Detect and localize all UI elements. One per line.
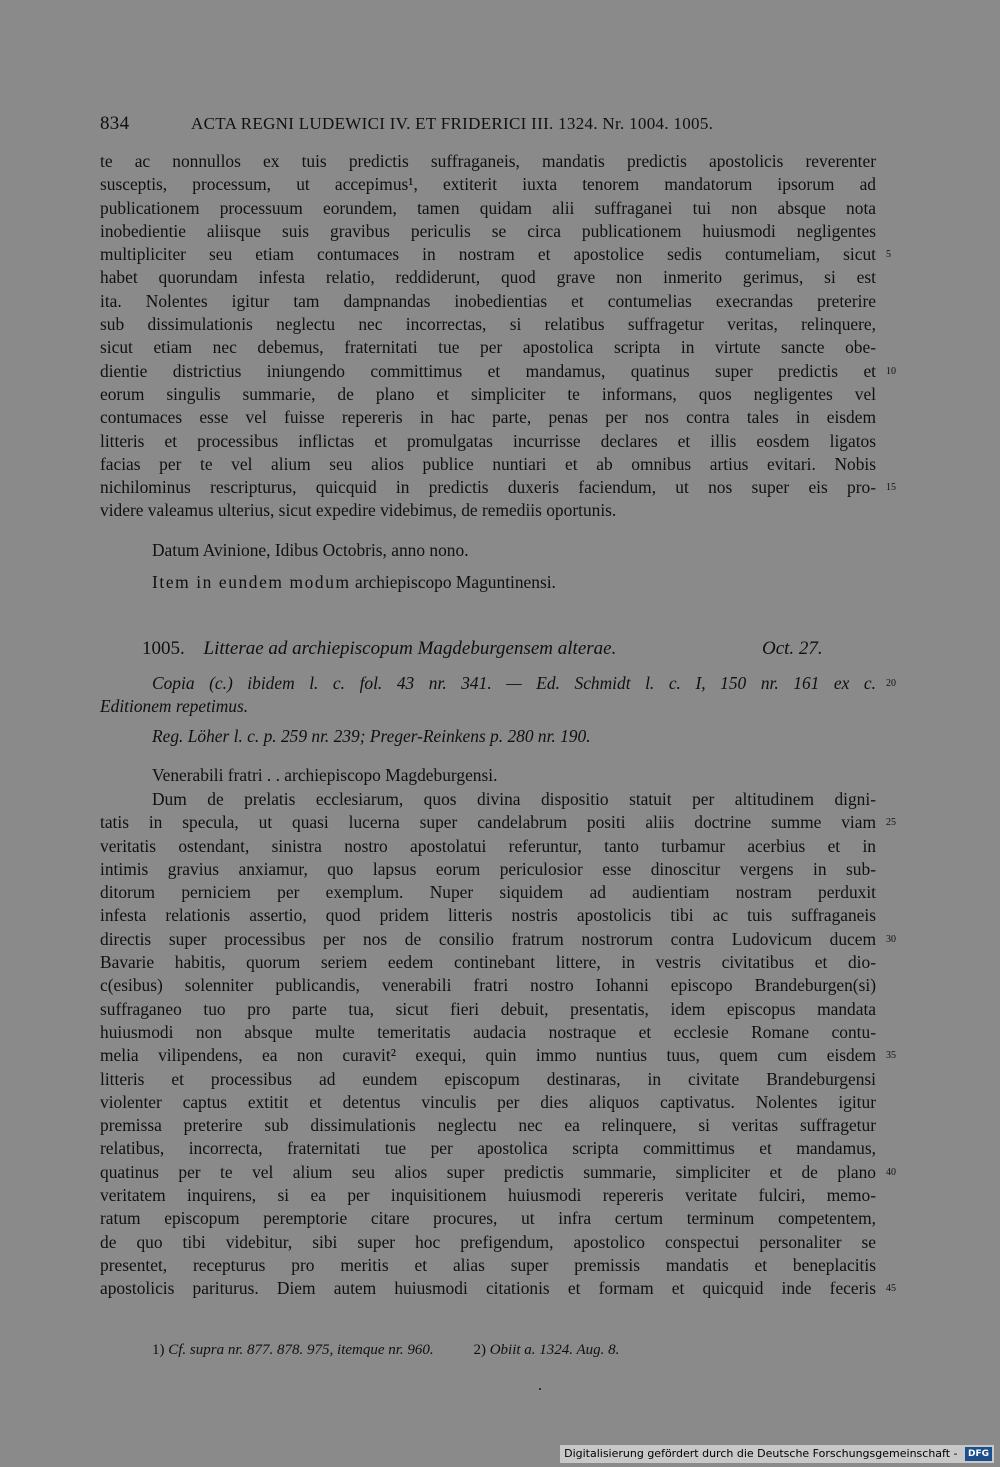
text-line-content: de quo tibi videbitur, sibi super hoc prefigendum, apostolico conspectui personaliter se bbox=[100, 1231, 876, 1252]
item-rest: archiepiscopo Maguntinensi. bbox=[355, 572, 556, 592]
text-line-content: directis super processibus per nos de consilio fratrum nostrorum contra Ludovicum ducem bbox=[100, 928, 876, 949]
footnote-2-mark: 2) bbox=[473, 1342, 486, 1358]
line-number: 45 bbox=[886, 1283, 896, 1295]
line-number: 10 bbox=[886, 365, 896, 377]
text-line bbox=[100, 998, 876, 1021]
source-line-1 bbox=[100, 672, 896, 695]
footnote-2-text: Obiit a. 1324. Aug. 8. bbox=[489, 1342, 620, 1358]
text-line bbox=[100, 928, 896, 951]
doc-title: Litterae ad archiepiscopum Magdeburgensem alterae. bbox=[203, 638, 617, 659]
text-line-content: relatibus, incorrecta, fraternitati tue per apostolica scripta committimus et mandamus, bbox=[100, 1138, 876, 1159]
text-line bbox=[100, 150, 876, 173]
text-line bbox=[100, 220, 876, 243]
footnote-1-text: Cf. supra nr. 877. 878. 975, itemque nr. 960. bbox=[168, 1342, 434, 1358]
text-line-content: premissa preterire sub dissimulationis neglectu nec ea relinquere, si veritas suffragetur bbox=[100, 1115, 876, 1136]
text-line bbox=[100, 1068, 876, 1091]
datum-line-wrap bbox=[100, 539, 876, 562]
text-line-content: sub dissimulationis neglectu nec incorrectas, si relatibus suffragetur veritas, relinquere, bbox=[100, 314, 876, 335]
text-line-content: ditorum perniciem per exemplum. Nuper siquidem ad audientiam nostram perduxit bbox=[100, 882, 876, 903]
text-line-content: sicut etiam nec debemus, fraternitati tue per apostolica scripta in virtute sancte obe- bbox=[100, 337, 876, 358]
text-line bbox=[100, 858, 876, 881]
text-line-content: nichilominus rescripturus, quicquid in predictis duxeris faciendum, ut nos super eis pro- bbox=[100, 477, 876, 498]
text-line bbox=[100, 499, 876, 522]
text-line-content: presentet, recepturus pro meritis et alias super premissis mandatis et beneplacitis bbox=[100, 1254, 876, 1275]
text-line bbox=[100, 290, 876, 313]
text-line bbox=[100, 811, 896, 834]
document-1004-continuation bbox=[100, 150, 896, 523]
text-line-content: habet quorundam infesta relatio, reddiderunt, quod grave non inmerito gerimus, si est bbox=[100, 267, 876, 288]
doc-1005-heading bbox=[142, 636, 882, 662]
text-line-content: veritatem inquirens, si ea per inquisitionem huiusmodi repereris veritate fulciri, memo- bbox=[100, 1185, 876, 1206]
text-line-content: huiusmodi non absque multe temeritatis audacia nostraque et ecclesie Romane contu- bbox=[100, 1021, 876, 1042]
dfg-footer bbox=[560, 1445, 994, 1463]
text-line bbox=[100, 1254, 876, 1277]
speck bbox=[539, 1388, 541, 1390]
text-line-content: ratum episcopum peremptorie citare procures, ut infra certum terminum competentem, bbox=[100, 1208, 876, 1229]
text-line-content: ita. Nolentes igitur tam dampnandas inobedientias et contumelias execrandas preterire bbox=[100, 290, 876, 311]
text-line-content: suffraganeo tuo pro parte tua, sicut fieri debuit, presentatis, idem episcopus mandata bbox=[100, 998, 876, 1019]
text-line-content: susceptis, processum, ut accepimus¹, extiterit iuxta tenorem mandatorum ipsorum ad bbox=[100, 174, 876, 195]
source-notes bbox=[100, 672, 896, 719]
line-number: 35 bbox=[886, 1050, 896, 1062]
item-line bbox=[100, 571, 876, 594]
text-line bbox=[100, 1044, 896, 1067]
line-number: 30 bbox=[886, 933, 896, 945]
datum-line: Datum Avinione, Idibus Octobris, anno nono. bbox=[152, 540, 469, 560]
item-spaced: Item in eundem modum bbox=[152, 572, 351, 592]
text-line-content: facias per te vel alium seu alios publice nuntiari et ab omnibus artius evitari. Nobis bbox=[100, 453, 876, 474]
text-line-content: Bavarie habitis, quorum seriem eedem continebant littere, in vestris civitatibus et dio- bbox=[100, 952, 876, 973]
text-line-content: infesta relationis assertio, quod pridem litteris nostris apostolicis tibi ac tuis suffraganeis bbox=[100, 905, 876, 926]
text-line bbox=[100, 430, 876, 453]
text-line bbox=[100, 173, 876, 196]
text-line bbox=[100, 788, 876, 811]
text-line-content: publicationem processuum eorundem, tamen quidam alii suffraganei tui non absque nota bbox=[100, 197, 876, 218]
text-line bbox=[100, 266, 876, 289]
doc-number: 1005. bbox=[142, 638, 185, 659]
text-line-content: videre valeamus ulterius, sicut expedire videbimus, de remediis oportunis. bbox=[100, 500, 617, 521]
text-line bbox=[100, 1277, 896, 1300]
text-line-content: intimis gravius anxiamur, quo lapsus eorum periculosior esse dinoscitur vergens in sub- bbox=[100, 858, 876, 879]
text-line-content: litteris et processibus inflictas et promulgatas incurrisse declares et illis eosdem ligatos bbox=[100, 430, 876, 451]
text-line-content: contumaces esse vel fuisse repereris in hac parte, penas per nos contra tales in eisdem bbox=[100, 407, 876, 428]
document-1005-body bbox=[100, 788, 896, 1301]
text-line-content: apostolicis pariturus. Diem autem huiusmodi citationis et formam et quicquid inde feceris bbox=[100, 1278, 876, 1299]
text-line bbox=[100, 1207, 876, 1230]
text-line bbox=[100, 453, 876, 476]
text-line-content: melia vilipendens, ea non curavit² exequi, quin immo nuntius tuus, quem cum eisdem bbox=[100, 1045, 876, 1066]
source-line-1-text: Copia (c.) ibidem l. c. fol. 43 nr. 341. — Ed. Schmidt l. c. I, 150 nr. 161 ex c. bbox=[152, 673, 876, 693]
text-line-content: eorum singulis summarie, de plano et simpliciter te informans, quos negligentes vel bbox=[100, 383, 876, 404]
text-line bbox=[100, 336, 876, 359]
text-line-content: te ac nonnullos ex tuis predictis suffraganeis, mandatis predictis apostolicis reverenter bbox=[100, 151, 876, 171]
text-line-content: Dum de prelatis ecclesiarum, quos divina dispositio statuit per altitudinem digni- bbox=[152, 789, 876, 809]
text-line bbox=[100, 951, 876, 974]
text-line-content: veritatis ostendant, sinistra nostro apostolatui referuntur, tanto turbamur acerbius et in bbox=[100, 835, 876, 856]
text-line bbox=[100, 406, 876, 429]
text-line-content: quatinus per te vel alium seu alios super predictis summarie, simpliciter et de plano bbox=[100, 1161, 876, 1182]
line-number: 25 bbox=[886, 817, 896, 829]
text-line bbox=[100, 1137, 876, 1160]
text-line-content: litteris et processibus ad eundem episcopum destinaras, in civitate Brandeburgensi bbox=[100, 1068, 876, 1089]
footnote-1-mark: 1) bbox=[152, 1342, 165, 1358]
reg-line: Reg. Löher l. c. p. 259 nr. 239; Preger-Reinkens p. 280 nr. 190. bbox=[152, 726, 591, 746]
text-line bbox=[100, 881, 876, 904]
text-line-content: dientie districtius iniungendo committimus et mandamus, quatinus super predictis et bbox=[100, 360, 876, 381]
text-line-content: violenter captus extitit et detentus vinculis per dies aliquos captivatus. Nolentes igitur bbox=[100, 1091, 876, 1112]
text-line bbox=[100, 904, 876, 927]
item-line-wrap bbox=[100, 571, 876, 594]
footer-text: Digitalisierung gefördert durch die Deutsche Forschungsgemeinschaft - bbox=[564, 1447, 958, 1460]
running-title: ACTA REGNI LUDEWICI IV. ET FRIDERICI III. 1324. Nr. 1004. 1005. bbox=[191, 114, 714, 133]
running-header bbox=[100, 113, 880, 135]
text-line-content: inobedientie aliisque suis gravibus periculis se circa publicationem huiusmodi negligentes bbox=[100, 220, 876, 241]
text-line bbox=[100, 197, 876, 220]
address-line-wrap bbox=[100, 764, 876, 787]
line-number: 20 bbox=[886, 678, 896, 689]
text-line-content: c(esibus) solenniter publicandis, venerabili fratri nostro Iohanni episcopo Brandeburgen(si) bbox=[100, 975, 876, 996]
text-line bbox=[100, 1091, 876, 1114]
text-line bbox=[100, 1184, 876, 1207]
text-line bbox=[100, 383, 876, 406]
text-line bbox=[100, 974, 876, 997]
address-line: Venerabili fratri . . archiepiscopo Magdeburgensi. bbox=[152, 765, 498, 785]
footnotes bbox=[152, 1342, 619, 1359]
dfg-logo-icon: DFG bbox=[965, 1447, 992, 1461]
text-line bbox=[100, 1114, 876, 1137]
text-line bbox=[100, 360, 896, 383]
text-line bbox=[100, 1231, 876, 1254]
text-line bbox=[100, 835, 876, 858]
page-number: 834 bbox=[100, 113, 130, 134]
text-line bbox=[100, 476, 896, 499]
text-line bbox=[100, 243, 891, 266]
text-line bbox=[100, 1021, 876, 1044]
text-line-content: multipliciter seu etiam contumaces in nostram et apostolice sedis contumeliam, sicut bbox=[100, 244, 876, 265]
doc-date: Oct. 27. bbox=[762, 638, 823, 659]
source-line-2: Editionem repetimus. bbox=[100, 696, 249, 717]
text-line bbox=[100, 313, 876, 336]
line-number: 40 bbox=[886, 1166, 896, 1178]
line-number: 15 bbox=[886, 482, 896, 494]
text-line bbox=[100, 1161, 896, 1184]
text-line-content: tatis in specula, ut quasi lucerna super candelabrum positi aliis doctrine summe viam bbox=[100, 812, 876, 833]
reg-note bbox=[100, 725, 876, 748]
line-number: 5 bbox=[886, 249, 891, 261]
